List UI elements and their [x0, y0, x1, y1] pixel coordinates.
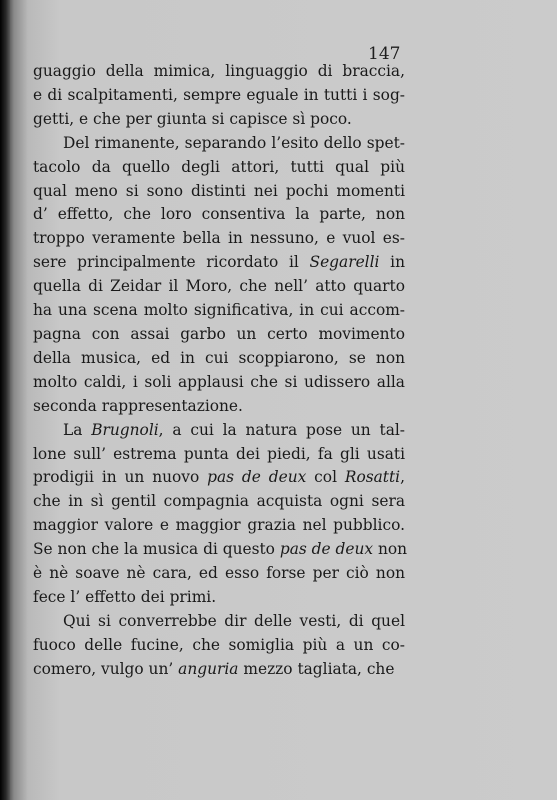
italic-text: Rosatti	[344, 468, 401, 487]
body-text	[33, 60, 408, 682]
text-line	[33, 634, 405, 658]
text-run: prodigii in un nuovo	[33, 468, 208, 487]
text-run: getti, e che per giunta si capisce sì poco.	[33, 109, 352, 128]
text-run: non	[373, 540, 408, 559]
text-run: comero, vulgo un’	[33, 659, 179, 678]
italic-text: pas de deux	[279, 540, 374, 559]
text-line	[33, 610, 405, 634]
text-run: molto caldi, i soli applausi che si udissero alla	[33, 372, 405, 391]
book-spine-shadow	[0, 0, 10, 800]
text-line	[33, 227, 405, 251]
text-line	[33, 275, 405, 299]
text-run: seconda rappresentazione.	[33, 396, 243, 415]
text-run: La	[63, 420, 92, 439]
text-run: , a cui la natura pose un tal-	[158, 420, 405, 439]
text-line	[33, 443, 405, 467]
text-run: in	[379, 253, 405, 272]
text-run: fece l’ effetto dei primi.	[33, 587, 217, 606]
text-line	[33, 538, 408, 562]
text-run: e di scalpitamenti, sempre eguale in tutti i sog-	[33, 85, 405, 104]
text-line	[33, 514, 405, 538]
text-line	[33, 323, 405, 347]
text-run: d’ effetto, che loro consentiva la parte, non	[33, 205, 405, 224]
text-line	[33, 203, 405, 227]
text-run: è nè soave nè cara, ed esso forse per ciò non	[33, 564, 405, 583]
italic-text: Brugnoli	[91, 420, 159, 439]
text-run: mezzo tagliata, che	[238, 659, 395, 678]
text-line	[33, 60, 405, 84]
text-line	[33, 347, 405, 371]
text-line	[33, 466, 405, 490]
italic-text: anguria	[178, 659, 239, 678]
text-line	[33, 299, 405, 323]
text-line	[33, 132, 405, 156]
text-line	[33, 251, 405, 275]
text-run: Se non che la musica di questo	[33, 540, 280, 559]
text-run: sere principalmente ricordato il	[33, 253, 310, 272]
text-run: qual meno si sono distinti nei pochi momenti	[33, 181, 405, 200]
text-line	[33, 419, 405, 443]
text-line	[33, 395, 405, 419]
text-run: fuoco delle fucine, che somiglia più a un co-	[33, 635, 405, 654]
text-line	[33, 490, 405, 514]
text-line	[33, 371, 405, 395]
text-run: lone sull’ estrema punta dei piedi, fa gli usati	[33, 444, 405, 463]
text-run: tacolo da quello degli attori, tutti qual più	[33, 157, 405, 176]
text-run: della musica, ed in cui scoppiarono, se non	[33, 348, 405, 367]
text-run: ha una scena molto significativa, in cui accom-	[33, 301, 405, 320]
italic-text: Segarelli	[309, 253, 380, 272]
text-line	[33, 658, 405, 682]
text-run: Del rimanente, separando l’esito dello spet-	[63, 133, 405, 152]
italic-text: pas de deux	[207, 468, 307, 487]
text-line	[33, 562, 405, 586]
text-run: Qui si converrebbe dir delle vesti, di quel	[63, 611, 405, 630]
text-run: troppo veramente bella in nessuno, e vuol es-	[33, 229, 405, 248]
text-line	[33, 84, 405, 108]
text-run: che in sì gentil compagnia acquista ogni sera	[33, 492, 405, 511]
text-line	[33, 586, 405, 610]
text-line	[33, 180, 405, 204]
text-run: quella di Zeidar il Moro, che nell’ atto quarto	[33, 277, 405, 296]
page-number: 147	[368, 44, 401, 64]
text-run: maggior valore e maggior grazia nel pubblico.	[33, 516, 405, 535]
text-run: guaggio della mimica, linguaggio di braccia,	[33, 62, 405, 80]
text-line	[33, 156, 405, 180]
text-run: ,	[400, 468, 405, 487]
text-line	[33, 108, 405, 132]
text-run: pagna con assai garbo un certo movimento	[33, 324, 405, 343]
text-run: col	[306, 468, 345, 487]
